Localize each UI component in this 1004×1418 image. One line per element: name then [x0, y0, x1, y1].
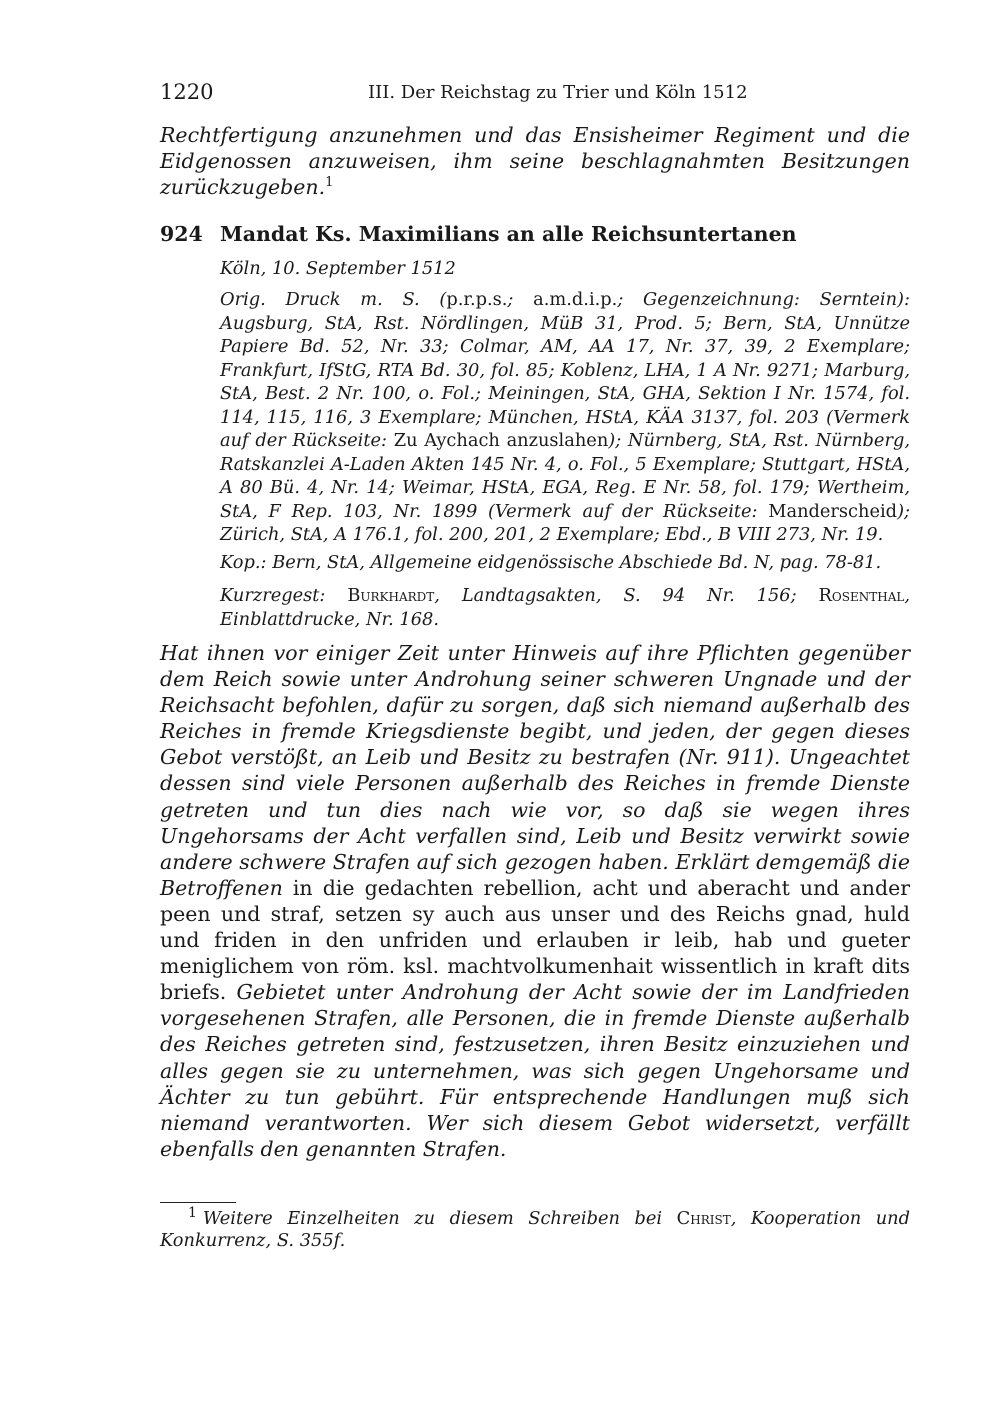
author-name: Rosenthal — [818, 585, 905, 606]
document-title: Mandat Ks. Maximilians an alle Reichsuntertanen — [220, 222, 797, 246]
page-number: 1220 — [160, 80, 214, 104]
footnote-marker: 1 — [188, 1205, 197, 1222]
original-sources — [220, 288, 910, 547]
reference-work: , Einblattdrucke, Nr. 168. — [220, 585, 910, 630]
author-name: Burkhardt — [347, 585, 435, 606]
kurzregest — [220, 584, 910, 631]
footnote-ref: 1 — [325, 175, 334, 191]
orig-part: ; Gegenzeichnung: Serntein): Augsburg, StA, Rst. Nördlingen, MüB 31, Prod. 5; Bern, StA, Unnütze Papiere Bd. 52, Nr. 33; Colmar, AM, AA 17, Nr. 37, 39, 2 Exemplare; Frankfurt, IfStG, RTA Bd. 30, fol. 85; Koblenz, LHA, 1 A Nr. 9271; Marburg, StA, Best. 2 Nr. 100, o. Fol.; Meiningen, StA, GHA, Sektion I Nr. 1574, fol. 114, 115, 116, 3 Exemplare; München, HStA, KÄA 3137, fol. 203 (Vermerk auf der Rückseite: — [220, 289, 910, 451]
orig-part: ); Zürich, StA, A 176.1, fol. 200, 201, 2 Exemplare; Ebd., B VIII 273, Nr. 19. — [220, 500, 910, 545]
running-title: III. Der Reichstag zu Trier und Köln 1512 — [368, 82, 748, 103]
document-number: 924 — [160, 222, 203, 246]
author-name: Christ — [676, 1208, 731, 1229]
intro-text: Rechtfertigung anzunehmen und das Ensisheimer Regiment und die Eidgenossen anzuweisen, ihm seine beschlagnahmten Besitzungen zurückzugeben. — [160, 123, 910, 199]
place-date: Köln, 10. September 1512 — [220, 258, 456, 279]
kurzregest-label: Kurzregest: — [220, 585, 348, 606]
orig-upright: a.m.d.i.p. — [533, 289, 618, 310]
orig-part: Orig. Druck m. S. ( — [220, 289, 447, 310]
copy-sources: Kop.: Bern, StA, Allgemeine eidgenössische Abschiede Bd. N, pag. 78-81. — [220, 552, 882, 573]
body-summary: Hat ihnen vor einiger Zeit unter Hinweis auf ihre Pflichten gegenüber dem Reich sowie unter Androhung seiner schweren Ungnade und der Reichsacht befohlen, dafür zu sorgen, daß sich niemand außerhalb des Reiches in fremde Kriegsdienste begibt, und jeden, der gegen dieses Gebot verstößt, an Leib und Besitz zu bestrafen (Nr. 911). Ungeachtet dessen sind viele Personen außerhalb des Reiches in fremde Dienste getreten und tun dies nach wie vor, so daß sie wegen ihres Ungehorsams der Acht verfallen sind, Leib und Besitz verwirkt sowie andere schwere Strafen auf sich gezogen haben. Erklärt demgemäß die Betroffenen — [160, 641, 910, 900]
body-quotation: in die gedachten rebellion, acht und aberacht und ander peen und straf, setzen sy auch aus unser und des Reichs gnad, huld und friden in den unfriden und erlauben ir leib, hab und gueter meniglichem von röm. ksl. machtvolkumenhait wissentlich in kraft dits briefs. — [160, 875, 910, 1005]
reference-work: , Landtagsakten, S. 94 Nr. 156; — [434, 585, 819, 606]
intro-paragraph — [160, 122, 910, 200]
orig-part: ; — [507, 289, 534, 310]
footnote-text: Weitere Einzelheiten zu diesem Schreiben bei — [202, 1208, 677, 1229]
orig-upright: p.r.p.s. — [446, 289, 508, 310]
page-header — [160, 80, 910, 110]
orig-upright: Manderscheid — [768, 500, 898, 522]
document-heading — [160, 222, 910, 246]
footnote — [160, 1205, 910, 1252]
orig-part: ); Nürnberg, StA, Rst. Nürnberg, Ratskanzlei A-Laden Akten 145 Nr. 4, o. Fol., 5 Exemplare; Stuttgart, HStA, A 80 Bü. 4, Nr. 14; Weimar, HStA, EGA, Reg. E Nr. 58, fol. 179; Wertheim, StA, F Rep. 103, Nr. 1899 (Vermerk auf der Rückseite: — [220, 430, 910, 522]
footnote-text: , Kooperation und Konkurrenz, S. 355f. — [160, 1208, 910, 1251]
footnote-divider — [160, 1202, 236, 1203]
body-summary: Gebietet unter Androhung der Acht sowie der im Landfrieden vorgesehenen Strafen, alle Personen, die in fremde Dienste außerhalb des Reiches getreten sind, festzusetzen, ihren Besitz einzuziehen und alles gegen sie zu unternehmen, was sich gegen Ungehorsame und Ächter zu tun gebührt. Für entsprechende Handlungen muß sich niemand verantworten. Wer sich diesem Gebot widersetzt, verfällt ebenfalls den genannten Strafen. — [160, 980, 910, 1161]
document-body — [160, 640, 910, 1162]
orig-upright: Zu Aychach anzuslahen — [393, 430, 609, 451]
